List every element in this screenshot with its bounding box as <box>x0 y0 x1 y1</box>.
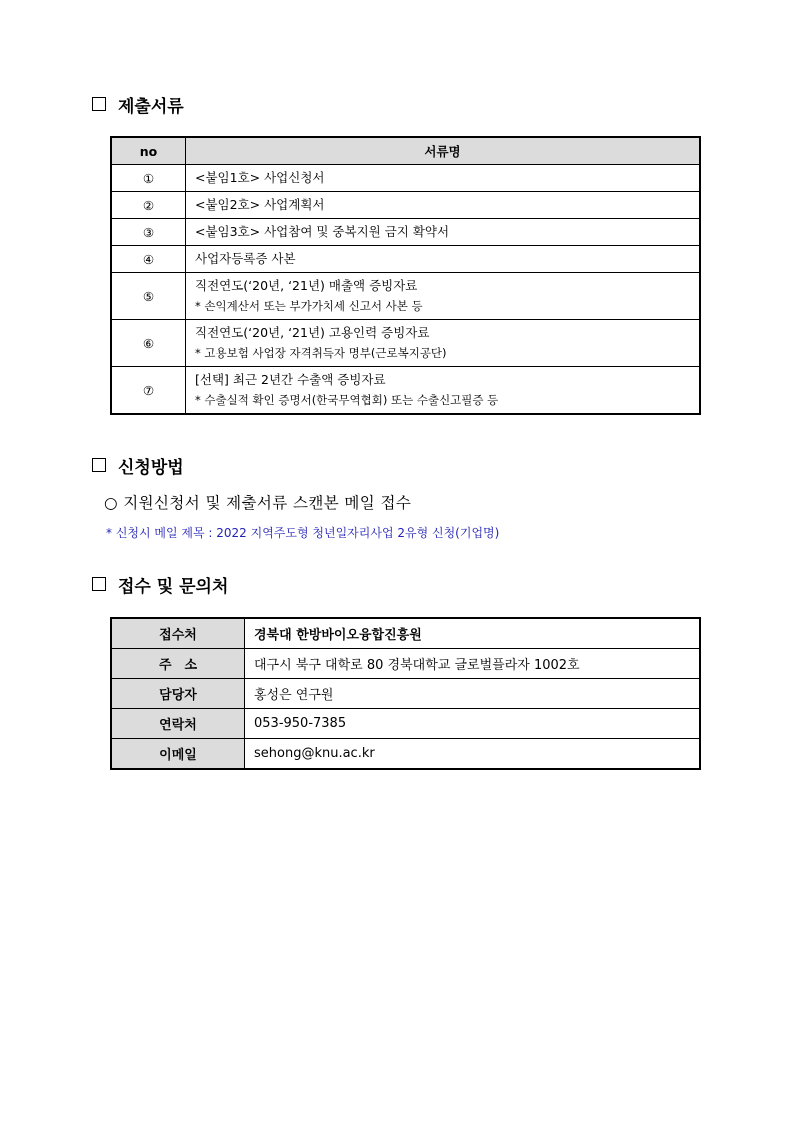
document-name: 직전연도(‘20년, ‘21년) 고용인력 증빙자료 <box>195 325 430 340</box>
table-row <box>111 165 700 192</box>
contact-label: 담당자 <box>111 679 245 709</box>
table-row <box>111 709 700 739</box>
section-heading-contact <box>92 572 228 596</box>
section-title: 접수 및 문의처 <box>118 576 229 597</box>
document-name: <붙임1호> 사업신청서 <box>186 165 701 192</box>
document-name: 사업자등록증 사본 <box>186 246 701 273</box>
checkbox-square-icon <box>92 97 106 111</box>
contact-value: 대구시 북구 대학로 80 경북대학교 글로벌플라자 1002호 <box>245 649 701 679</box>
row-number: ⑦ <box>111 367 186 415</box>
column-header-document-name: 서류명 <box>186 137 701 165</box>
table-row <box>111 618 700 649</box>
section-title: 제출서류 <box>118 96 184 117</box>
table-row <box>111 320 700 367</box>
row-number: ③ <box>111 219 186 246</box>
table-row <box>111 273 700 320</box>
contact-value: 053-950-7385 <box>245 709 701 739</box>
documents-table <box>110 136 701 415</box>
section-heading-docs <box>92 92 184 116</box>
table-row <box>111 192 700 219</box>
section-heading-method <box>92 453 184 477</box>
section-title: 신청방법 <box>118 457 184 478</box>
contact-value: 경북대 한방바이오융합진흥원 <box>245 618 701 649</box>
document-note: * 고용보험 사업장 자격취득자 명부(근로복지공단) <box>195 346 447 360</box>
document-cell <box>186 273 701 320</box>
document-note: * 수출실적 확인 증명서(한국무역협회) 또는 수출신고필증 등 <box>195 393 499 407</box>
table-header-row <box>111 137 700 165</box>
document-name: <붙임3호> 사업참여 및 중복지원 금지 확약서 <box>186 219 701 246</box>
document-cell <box>186 367 701 415</box>
document-name: 직전연도(‘20년, ‘21년) 매출액 증빙자료 <box>195 278 418 293</box>
table-row <box>111 739 700 770</box>
contact-email[interactable]: sehong@knu.ac.kr <box>245 739 701 770</box>
row-number: ⑥ <box>111 320 186 367</box>
contact-table <box>110 617 701 770</box>
contact-value: 홍성은 연구원 <box>245 679 701 709</box>
row-number: ④ <box>111 246 186 273</box>
contact-label: 접수처 <box>111 618 245 649</box>
document-cell <box>186 320 701 367</box>
column-header-no: no <box>111 137 186 165</box>
row-number: ① <box>111 165 186 192</box>
row-number: ⑤ <box>111 273 186 320</box>
checkbox-square-icon <box>92 577 106 591</box>
method-email-subject-note: * 신청시 메일 제목 : 2022 지역주도형 청년일자리사업 2유형 신청(기업명) <box>106 526 500 540</box>
table-row <box>111 367 700 415</box>
contact-label: 이메일 <box>111 739 245 770</box>
method-description: ○ 지원신청서 및 제출서류 스캔본 메일 접수 <box>104 494 412 512</box>
table-row <box>111 246 700 273</box>
row-number: ② <box>111 192 186 219</box>
contact-label: 주 소 <box>111 649 245 679</box>
document-name: [선택] 최근 2년간 수출액 증빙자료 <box>195 372 386 387</box>
contact-label: 연락처 <box>111 709 245 739</box>
document-name: <붙임2호> 사업계획서 <box>186 192 701 219</box>
table-row <box>111 679 700 709</box>
document-note: * 손익계산서 또는 부가가치세 신고서 사본 등 <box>195 299 423 313</box>
table-row <box>111 649 700 679</box>
checkbox-square-icon <box>92 458 106 472</box>
table-row <box>111 219 700 246</box>
